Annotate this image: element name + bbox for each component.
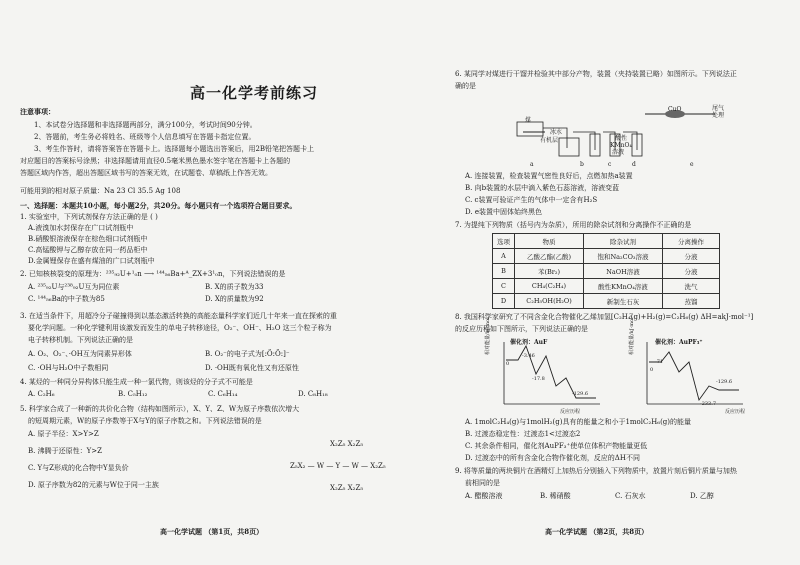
q6-option-d: D. e装置中固体始终黑色 bbox=[465, 208, 542, 216]
apparatus-label: 溶液 bbox=[612, 149, 625, 156]
q8-option-b: B. 过渡态稳定性：过渡态1<过渡态2 bbox=[465, 430, 581, 438]
chart1-ylabel: 相对能量/kJ·mol⁻¹ bbox=[485, 312, 491, 355]
q3-option-a: A. O₂、O₂⁻、·OH互为同素异形体 bbox=[28, 350, 132, 358]
chart2-value: -129.6 bbox=[716, 379, 733, 385]
atomic-masses: 可能用到的相对原子质量：Na 23 Cl 35.5 Ag 108 bbox=[20, 187, 181, 195]
chart2-value: -233.7 bbox=[700, 401, 717, 407]
table-cell: 乙酸乙酯(乙酸) bbox=[515, 249, 584, 264]
apparatus-label: 有机层 bbox=[540, 137, 559, 144]
table-cell: 饱和Na₂CO₃溶液 bbox=[584, 249, 663, 264]
q8-option-a: A. 1molC₂H₄(g)与1molH₂(g)具有的能量之和小于1molC₂H₆(g)的能量 bbox=[465, 418, 692, 426]
q5-option-a: A. 原子半径：X>Y>Z bbox=[28, 430, 99, 438]
table-cell: 酸性KMnO₄溶液 bbox=[584, 279, 663, 294]
section-heading: 一、选择题：本题共10小题，每小题2分，共20分。每小题只有一个选项符合题目要求。 bbox=[20, 201, 297, 210]
structure-top: X₂Z₅ X₂Z₅ bbox=[330, 440, 364, 448]
table-header: 除杂试剂 bbox=[584, 234, 663, 249]
chart1-value: 0 bbox=[506, 361, 510, 367]
q9-stem-line: 9. 将等质量的两块铜片在酒精灯上加热后分别插入下列物质中，放置片刻后铜片质量与加热 bbox=[455, 467, 737, 475]
q1-option-a: A.液溴加水封保存在广口试剂瓶中 bbox=[28, 224, 134, 232]
q2-option-b: B. X的质子数为33 bbox=[205, 283, 264, 291]
table-cell: C₂H₅OH(H₂O) bbox=[515, 294, 584, 309]
apparatus-label: a bbox=[530, 161, 534, 168]
q1-stem: 1. 实验室中，下列试剂保存方法正确的是 ( ) bbox=[20, 213, 158, 221]
q7-stem: 7. 为提纯下列物质（括号内为杂质），所用的除杂试剂和分离操作不正确的是 bbox=[455, 221, 692, 229]
note-line: 答题区域内作答，超出答题区域书写的答案无效，在试题卷、草稿纸上作答无效。 bbox=[20, 169, 272, 177]
table-cell: D bbox=[493, 294, 515, 309]
q9-option-d: D. 乙醇 bbox=[690, 492, 714, 500]
apparatus-label: d bbox=[632, 161, 636, 168]
page-footer: 高一化学试题 （第1页，共8页） bbox=[160, 527, 264, 536]
distillation-apparatus bbox=[515, 92, 735, 164]
notes-heading: 注意事项： bbox=[20, 107, 55, 116]
q1-option-b: B.硝酸银溶液保存在棕色细口试剂瓶中 bbox=[28, 235, 148, 243]
table-cell: A bbox=[493, 249, 515, 264]
chart2-value: -71 bbox=[655, 359, 664, 365]
table-row bbox=[493, 294, 720, 309]
table-cell: 新制生石灰 bbox=[584, 294, 663, 309]
q2-option-d: D. X的质量数为92 bbox=[205, 295, 264, 303]
q4-option-a: A. C₂H₆ bbox=[28, 390, 55, 398]
note-line: 2、答题前，考生务必将姓名、班级等个人信息填写在答题卡指定位置。 bbox=[34, 133, 256, 141]
q2-option-c: C. ¹⁴⁴₅₆Ba的中子数为85 bbox=[28, 295, 105, 303]
q3-stem-line: 电子转移机制。下列说法正确的是 bbox=[28, 336, 133, 344]
apparatus-label: 冰水 bbox=[550, 129, 563, 136]
apparatus-label: 酸性 bbox=[615, 135, 628, 142]
q8-option-c: C. 其余条件相同，催化剂AuPF₃⁺使单位体积产物能量更低 bbox=[465, 442, 648, 450]
table-cell: B bbox=[493, 264, 515, 279]
q8-stem-line: 的反应历程如下图所示，下列说法正确的是 bbox=[455, 325, 588, 333]
q4-option-b: B. C₅H₁₂ bbox=[118, 390, 148, 398]
q5-stem-line: 的短周期元素，W的原子序数等于X与Y的原子序数之和。下列说法错误的是 bbox=[28, 417, 262, 425]
q4-option-d: D. C₈H₁₈ bbox=[298, 390, 328, 398]
q8-stem-line: 8. 我国科学家研究了不同含金化合物催化乙烯加氢[C₂H₄(g)+H₂(g)=C₂H₆(g) ΔH=akJ·mol⁻¹] bbox=[455, 313, 754, 321]
q1-option-c: C.高锰酸钾与乙醇存放在同一药品柜中 bbox=[28, 246, 148, 254]
chart1-xlabel: 反应历程 bbox=[560, 409, 581, 415]
chart2-value: 0 bbox=[650, 367, 654, 373]
q6-option-b: B. 向b装置的水层中滴入紫色石蕊溶液，溶液变蓝 bbox=[465, 184, 620, 192]
purification-table bbox=[492, 233, 720, 309]
structure-middle: Z₅X₂ — W — Y — W — X₂Z₅ bbox=[290, 462, 386, 470]
table-row bbox=[493, 249, 720, 264]
q9-option-c: C. 石灰水 bbox=[615, 492, 646, 500]
q5-option-c: C. Y与Z形成的化合物中Y显负价 bbox=[28, 464, 129, 472]
q1-option-d: D.金属锂保存在盛有煤油的广口试剂瓶中 bbox=[28, 257, 155, 265]
q3-stem-line: 3. 在适当条件下，用超冷分子碰撞得到以基态激活转换的高能态量科学家们近几十年来一直在探索的重 bbox=[20, 312, 337, 320]
structure-bottom: X₂Z₅ X₂Z₅ bbox=[330, 484, 364, 492]
table-header: 分离操作 bbox=[663, 234, 720, 249]
apparatus-label: 尾气 bbox=[712, 105, 725, 112]
table-header: 物质 bbox=[515, 234, 584, 249]
table-cell: 洗气 bbox=[663, 279, 720, 294]
q2-stem: 2. 已知核核裂变的原理为：²³⁵₉₂U+¹₀n ⟶ ¹⁴⁴₅₆Ba+ᴬ_ZX+3¹₀n，下列说法错误的是 bbox=[20, 270, 286, 278]
q3-option-d: D. ·OH既有氧化性又有还原性 bbox=[205, 364, 299, 372]
table-cell: NaOH溶液 bbox=[584, 264, 663, 279]
table-cell: 分液 bbox=[663, 249, 720, 264]
note-line: 对应题目的答案标号涂黑；非选择题请用直径0.5毫米黑色墨水签字笔在答题卡上各题的 bbox=[20, 157, 291, 165]
q3-stem-line: 要化学问题。一种化学键利用该激发而发生的单电子转移途径，O₂⁻、OH⁻、H₂O 这三个粒子称为 bbox=[28, 324, 332, 332]
table-header: 选项 bbox=[493, 234, 515, 249]
q5-stem-line: 5. 科学家合成了一种新的共价化合物（结构如图所示），X、Y、Z、W为原子序数依次增大 bbox=[20, 405, 300, 413]
q3-option-b: B. O₂⁻的电子式为[:Ö:Ö:]⁻ bbox=[205, 350, 290, 358]
q9-stem-line: 前相同的是 bbox=[465, 479, 500, 487]
table-row bbox=[493, 279, 720, 294]
apparatus-label: e bbox=[690, 161, 694, 168]
q6-option-c: C. c装置可验证产生的气体中一定含有H₂S bbox=[465, 196, 598, 204]
chart1-catalyst: 催化剂：AuF bbox=[510, 339, 548, 346]
apparatus-label: 煤 bbox=[525, 117, 532, 124]
table-cell: C bbox=[493, 279, 515, 294]
left-page bbox=[20, 0, 400, 565]
q4-stem: 4. 某烃的一种同分异构体只能生成一种一氯代物，则该烃的分子式不可能是 bbox=[20, 378, 253, 386]
q5-option-d: D. 原子序数为82的元素与W位于同一主族 bbox=[28, 481, 159, 489]
right-page bbox=[400, 0, 780, 565]
page-footer: 高一化学试题 （第2页，共8页） bbox=[545, 527, 649, 536]
q9-option-a: A. 醋酸溶液 bbox=[465, 492, 503, 500]
apparatus-label: CuO bbox=[668, 106, 682, 113]
q8-option-d: D. 过渡态中的所有含金化合物作催化剂，反应的ΔH不同 bbox=[465, 454, 640, 462]
chart2-ylabel: 相对能量/kJ·mol⁻¹ bbox=[629, 312, 635, 355]
apparatus-label: c bbox=[608, 161, 612, 168]
q9-option-b: B. 稀硝酸 bbox=[540, 492, 571, 500]
table-cell: 分液 bbox=[663, 264, 720, 279]
chart2-catalyst: 催化剂：AuPF₃⁺ bbox=[655, 339, 703, 346]
apparatus-label: b bbox=[580, 161, 584, 168]
q5-option-b: B. 沸腾于还原性：Y>Z bbox=[28, 447, 102, 455]
q3-option-c: C. ·OH与H₂O中子数相同 bbox=[28, 364, 109, 372]
table-cell: 蒸馏 bbox=[663, 294, 720, 309]
table-cell: 苯(Br₂) bbox=[515, 264, 584, 279]
chart1-value: -17.8 bbox=[532, 376, 545, 382]
chart1-value: -129.6 bbox=[572, 391, 589, 397]
chart2-xlabel: 反应历程 bbox=[725, 409, 746, 415]
q4-option-c: C. C₆H₁₄ bbox=[208, 390, 238, 398]
q6-option-a: A. 连接装置，检查装置气密性良好后，点燃加热a装置 bbox=[465, 172, 633, 180]
q6-stem-line: 6. 某同学对煤进行干馏并检验其中部分产物，装置（夹持装置已略）如图所示。下列说法正 bbox=[455, 70, 737, 78]
apparatus-label: KMnO₄ bbox=[610, 142, 632, 149]
q2-option-a: A. ²³⁵₉₂U与²³⁸₉₂U互为同位素 bbox=[28, 283, 120, 291]
exam-title: 高一化学考前练习 bbox=[190, 84, 319, 102]
table-cell: CH₄(C₂H₄) bbox=[515, 279, 584, 294]
table-header-row bbox=[493, 234, 720, 249]
apparatus-label: 处理 bbox=[712, 112, 725, 119]
chart1-value: -3.46 bbox=[522, 353, 535, 359]
q6-stem-line: 确的是 bbox=[455, 82, 476, 90]
table-row bbox=[493, 264, 720, 279]
note-line: 3、考生作答时，请将答案答在答题卡上。选择题每小题选出答案后，用2B铅笔把答题卡上 bbox=[34, 145, 315, 153]
note-line: 1、本试卷分选择题和非选择题两部分，满分100分，考试时间90分钟。 bbox=[34, 121, 257, 129]
